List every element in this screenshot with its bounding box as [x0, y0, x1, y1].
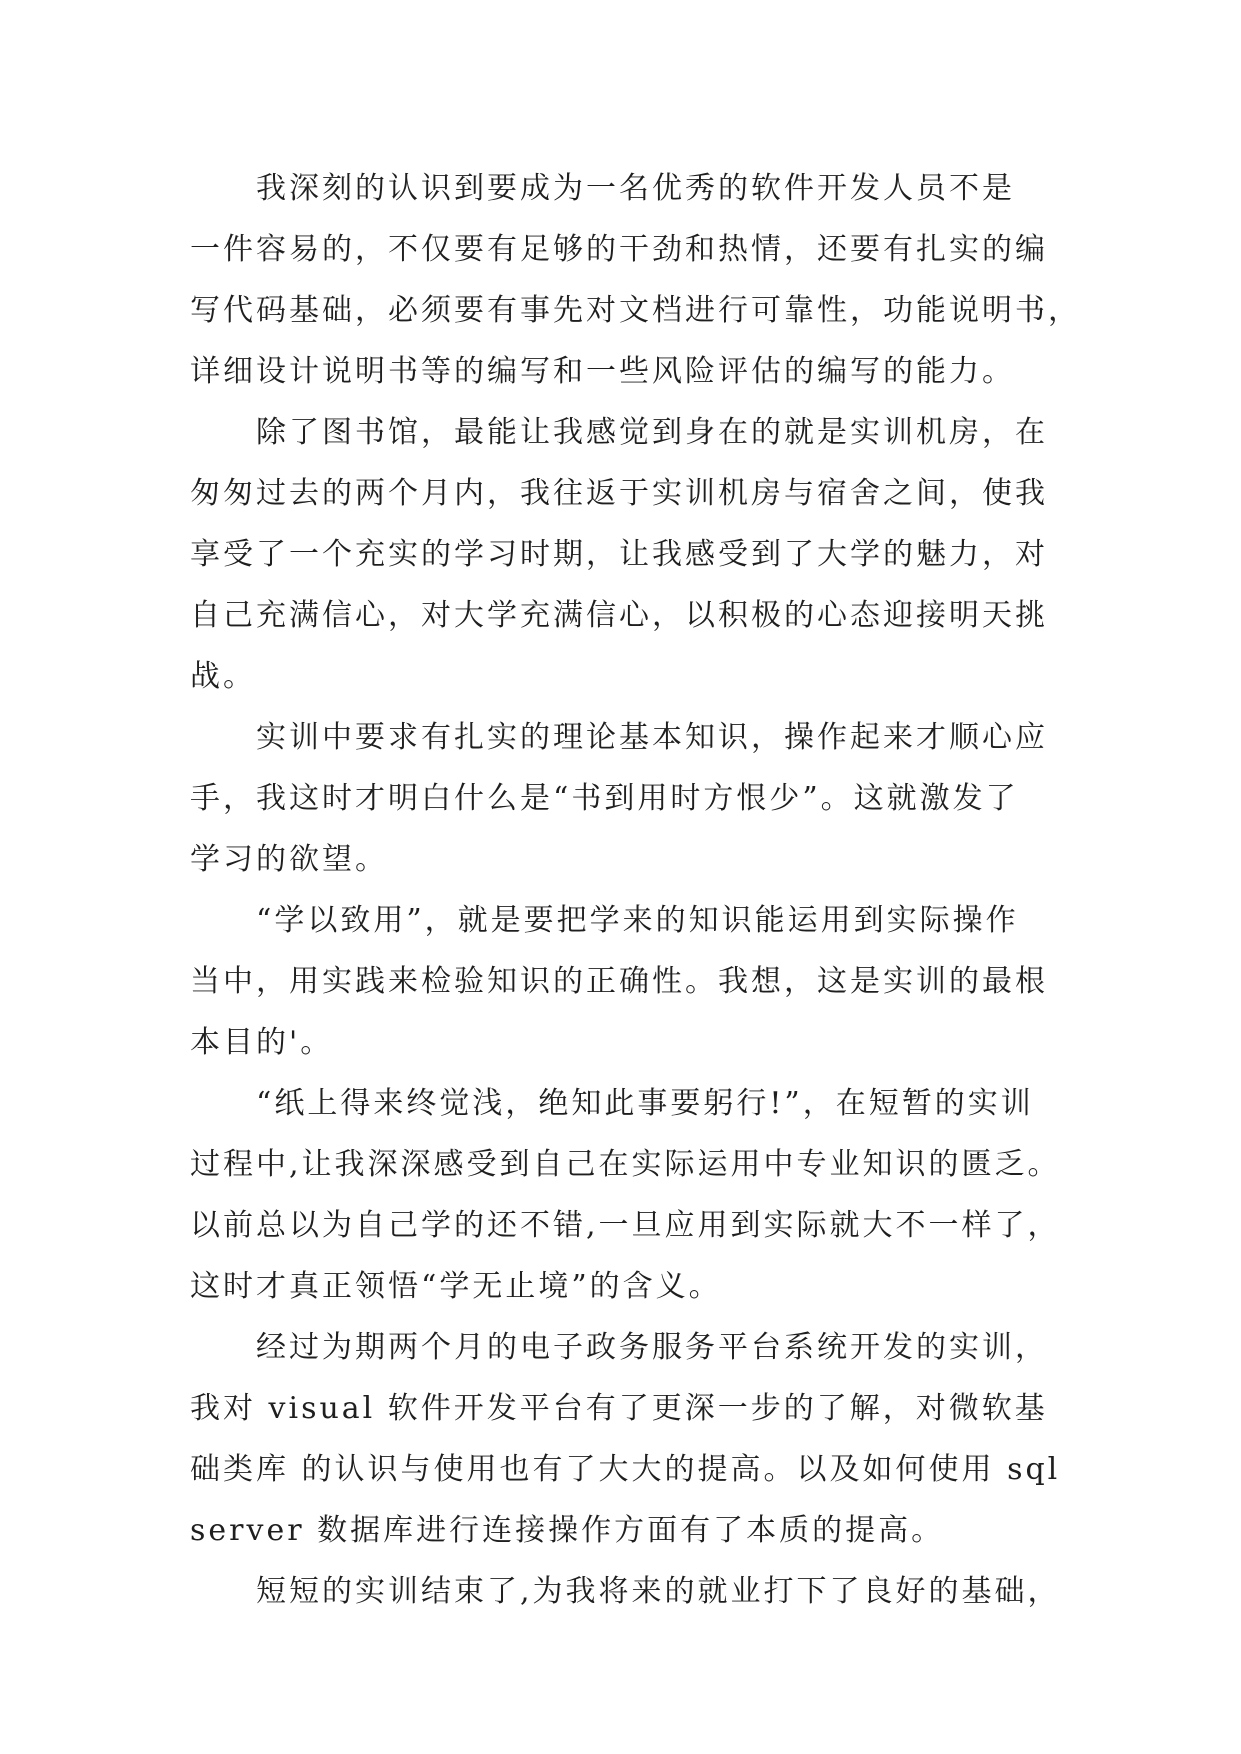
text-line: 我深刻的认识到要成为一名优秀的软件开发人员不是	[190, 171, 1015, 206]
text-line: 过程中,让我深深感受到自己在实际运用中专业知识的匮乏。	[190, 1147, 1061, 1182]
text-line: 当中，用实践来检验知识的正确性。我想，这是实训的最根	[190, 964, 1048, 999]
text-line: 详细设计说明书等的编写和一些风险评估的编写的能力。	[190, 354, 1015, 389]
text-line: “学以致用”，就是要把学来的知识能运用到实际操作	[190, 903, 1019, 938]
text-line: 短短的实训结束了,为我将来的就业打下了良好的基础，	[190, 1574, 1061, 1609]
text-line: 除了图书馆，最能让我感觉到身在的就是实训机房，在	[190, 415, 1048, 450]
text-line: 写代码基础，必须要有事先对文档进行可靠性，功能说明书，	[190, 293, 1081, 328]
text-line: 这时才真正领悟“学无止境”的含义。	[190, 1269, 722, 1304]
text-line: 自己充满信心，对大学充满信心，以积极的心态迎接明天挑	[190, 598, 1048, 633]
text-line: “纸上得来终觉浅，绝知此事要躬行!”，在短暂的实训	[190, 1086, 1034, 1121]
text-line: 一件容易的，不仅要有足够的干劲和热情，还要有扎实的编	[190, 232, 1048, 267]
text-line: 手，我这时才明白什么是“书到用时方恨少”。这就激发了	[190, 781, 1019, 816]
text-line: server 数据库进行连接操作方面有了本质的提高。	[190, 1513, 945, 1548]
text-line: 以前总以为自己学的还不错,一旦应用到实际就大不一样了，	[190, 1208, 1061, 1243]
text-line: 我对 visual 软件开发平台有了更深一步的了解，对微软基	[190, 1391, 1048, 1426]
text-line: 经过为期两个月的电子政务服务平台系统开发的实训，	[190, 1330, 1048, 1365]
text-line: 础类库 的认识与使用也有了大大的提高。以及如何使用 sql	[190, 1452, 1061, 1487]
text-line: 享受了一个充实的学习时期，让我感受到了大学的魅力，对	[190, 537, 1048, 572]
text-line: 匆匆过去的两个月内，我往返于实训机房与宿舍之间，使我	[190, 476, 1048, 511]
document-body	[190, 158, 1081, 1622]
text-line: 学习的欲望。	[190, 842, 388, 877]
text-line: 本目的'。	[190, 1025, 334, 1060]
text-line: 战。	[190, 659, 256, 694]
text-line: 实训中要求有扎实的理论基本知识，操作起来才顺心应	[190, 720, 1048, 755]
